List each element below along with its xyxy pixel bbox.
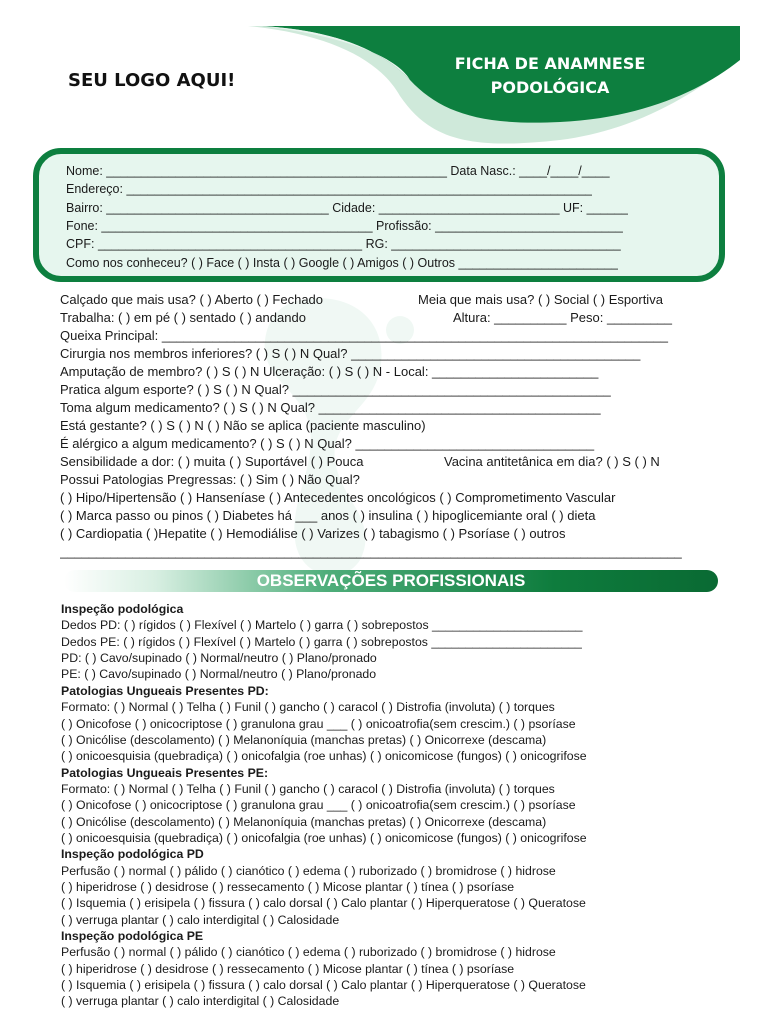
- field-fone[interactable]: Fone: _______________________________________ Profissão: ___________________________: [66, 219, 623, 233]
- form-title-line1: FICHA DE ANAMNESE: [454, 54, 646, 73]
- question-altura-peso[interactable]: Altura: __________ Peso: _________: [453, 310, 673, 325]
- observacao-line[interactable]: Perfusão ( ) normal ( ) pálido ( ) cianótico ( ) edema ( ) ruborizado ( ) bromidrose ( ) hidrose: [61, 945, 556, 960]
- observacao-heading: Inspeção podológica: [61, 602, 184, 616]
- observacao-line[interactable]: Formato: ( ) Normal ( ) Telha ( ) Funil ( ) gancho ( ) caracol ( ) Distrofia (involuta) ( ) torques: [61, 781, 555, 796]
- question-meia[interactable]: Meia que mais usa? ( ) Social ( ) Esportiva: [418, 292, 663, 307]
- observacao-line[interactable]: Perfusão ( ) normal ( ) pálido ( ) cianótico ( ) edema ( ) ruborizado ( ) bromidrose ( ) hidrose: [61, 863, 556, 878]
- question-gestante[interactable]: Está gestante? ( ) S ( ) N ( ) Não se aplica (paciente masculino): [60, 418, 426, 433]
- observacao-line[interactable]: ( ) Onicofose ( ) onicocriptose ( ) granulona grau ___ ( ) onicoatrofia(sem crescim.) ( ) psoríase: [61, 798, 576, 813]
- observacao-line[interactable]: PE: ( ) Cavo/supinado ( ) Normal/neutro ( ) Plano/pronado: [61, 667, 377, 682]
- observacao-line[interactable]: ( ) verruga plantar ( ) calo interdigital ( ) Calosidade: [61, 994, 340, 1009]
- observacao-line[interactable]: ( ) onicoesquisia (quebradiça) ( ) onicofalgia (roe unhas) ( ) onicomicose (fungos) ( ) onicogrifose: [61, 749, 587, 764]
- field-cpf[interactable]: CPF: ______________________________________ RG: _________________________________: [66, 237, 621, 251]
- patologias-options-2[interactable]: ( ) Marca passo ou pinos ( ) Diabetes há ___ anos ( ) insulina ( ) hipoglicemiante oral ( ) dieta: [60, 508, 596, 523]
- form-title-line2: PODOLÓGICA: [490, 78, 610, 97]
- question-trabalha[interactable]: Trabalha: ( ) em pé ( ) sentado ( ) andando: [60, 310, 306, 325]
- patologias-options-3[interactable]: ( ) Cardiopatia ( )Hepatite ( ) Hemodiálise ( ) Varizes ( ) tabagismo ( ) Psoríase ( ) outros: [60, 526, 566, 541]
- observacao-line[interactable]: ( ) Onicólise (descolamento) ( ) Melanoníquia (manchas pretas) ( ) Onicorrexe (descama): [61, 732, 547, 747]
- observacao-line[interactable]: Dedos PD: ( ) rígidos ( ) Flexível ( ) Martelo ( ) garra ( ) sobrepostos ______________________: [61, 618, 583, 633]
- observacao-heading: Patologias Ungueais Presentes PD:: [61, 683, 269, 698]
- field-bairro[interactable]: Bairro: ________________________________ Cidade: __________________________ UF: ______: [66, 201, 629, 215]
- field-endereco[interactable]: Endereço: ___________________________________________________________________: [66, 182, 593, 196]
- patologias-options-1[interactable]: ( ) Hipo/Hipertensão ( ) Hanseníase ( ) Antecedentes oncológicos ( ) Comprometimento Vascular: [60, 490, 616, 505]
- observacao-heading: Inspeção podológica PD: [61, 847, 204, 862]
- question-esporte[interactable]: Pratica algum esporte? ( ) S ( ) N Qual? ____________________________________________: [60, 382, 611, 397]
- observacao-line[interactable]: ( ) Onicofose ( ) onicocriptose ( ) granulona grau ___ ( ) onicoatrofia(sem crescim.) ( ) psoríase: [61, 716, 576, 731]
- question-queixa[interactable]: Queixa Principal: ______________________________________________________________________: [60, 328, 668, 343]
- question-amputacao[interactable]: Amputação de membro? ( ) S ( ) N Ulceração: ( ) S ( ) N - Local: _______________________: [60, 364, 599, 379]
- question-patologias[interactable]: Possui Patologias Pregressas: ( ) Sim ( ) Não Qual?: [60, 472, 360, 487]
- observacao-heading: Inspeção podológica PE: [61, 929, 204, 943]
- observacao-line[interactable]: PD: ( ) Cavo/supinado ( ) Normal/neutro ( ) Plano/pronado: [61, 651, 377, 665]
- observacao-line[interactable]: ( ) Isquemia ( ) erisipela ( ) fissura ( ) calo dorsal ( ) Calo plantar ( ) Hiperqueratose ( ) Queratose: [61, 896, 586, 911]
- observacao-line[interactable]: ( ) hiperidrose ( ) desidrose ( ) ressecamento ( ) Micose plantar ( ) tínea ( ) psoríase: [61, 961, 515, 976]
- observacao-line[interactable]: ( ) verruga plantar ( ) calo interdigital ( ) Calosidade: [61, 912, 340, 927]
- section-title-observacoes: OBSERVAÇÕES PROFISSIONAIS: [256, 571, 526, 590]
- observacao-line[interactable]: Dedos PE: ( ) rígidos ( ) Flexível ( ) Martelo ( ) garra ( ) sobrepostos ______________________: [61, 634, 582, 649]
- observacao-heading: Patologias Ungueais Presentes PE:: [61, 765, 269, 780]
- question-alergico[interactable]: É alérgico a algum medicamento? ( ) S ( ) N Qual? _________________________________: [60, 436, 595, 451]
- observacao-line[interactable]: ( ) onicoesquisia (quebradiça) ( ) onicofalgia (roe unhas) ( ) onicomicose (fungos) ( ) onicogrifose: [61, 830, 587, 845]
- patologias-blank-line[interactable]: ______________________________________________________________________________________: [60, 544, 682, 559]
- observacao-line[interactable]: Formato: ( ) Normal ( ) Telha ( ) Funil ( ) gancho ( ) caracol ( ) Distrofia (involuta) ( ) torques: [61, 700, 555, 715]
- logo-placeholder: SEU LOGO AQUI!: [68, 70, 236, 91]
- question-vacina[interactable]: Vacina antitetânica em dia? ( ) S ( ) N: [444, 454, 660, 469]
- field-como-conheceu[interactable]: Como nos conheceu? ( ) Face ( ) Insta ( ) Google ( ) Amigos ( ) Outros _______________________: [66, 256, 619, 270]
- field-nome[interactable]: Nome: _________________________________________________ Data Nasc.: ____/____/____: [66, 164, 610, 178]
- form-title: [420, 52, 680, 100]
- observacao-line[interactable]: ( ) Isquemia ( ) erisipela ( ) fissura ( ) calo dorsal ( ) Calo plantar ( ) Hiperqueratose ( ) Queratose: [61, 978, 586, 992]
- question-sensibilidade-dor[interactable]: Sensibilidade a dor: ( ) muita ( ) Suportável ( ) Pouca: [60, 454, 364, 469]
- observacao-line[interactable]: ( ) Onicólise (descolamento) ( ) Melanoníquia (manchas pretas) ( ) Onicorrexe (descama): [61, 814, 547, 829]
- observacao-line[interactable]: ( ) hiperidrose ( ) desidrose ( ) ressecamento ( ) Micose plantar ( ) tínea ( ) psoríase: [61, 880, 515, 894]
- question-medicamento[interactable]: Toma algum medicamento? ( ) S ( ) N Qual? _______________________________________: [60, 400, 601, 415]
- question-cirurgia[interactable]: Cirurgia nos membros inferiores? ( ) S ( ) N Qual? ________________________________________: [60, 346, 641, 361]
- question-calcado[interactable]: Calçado que mais usa? ( ) Aberto ( ) Fechado: [60, 292, 324, 307]
